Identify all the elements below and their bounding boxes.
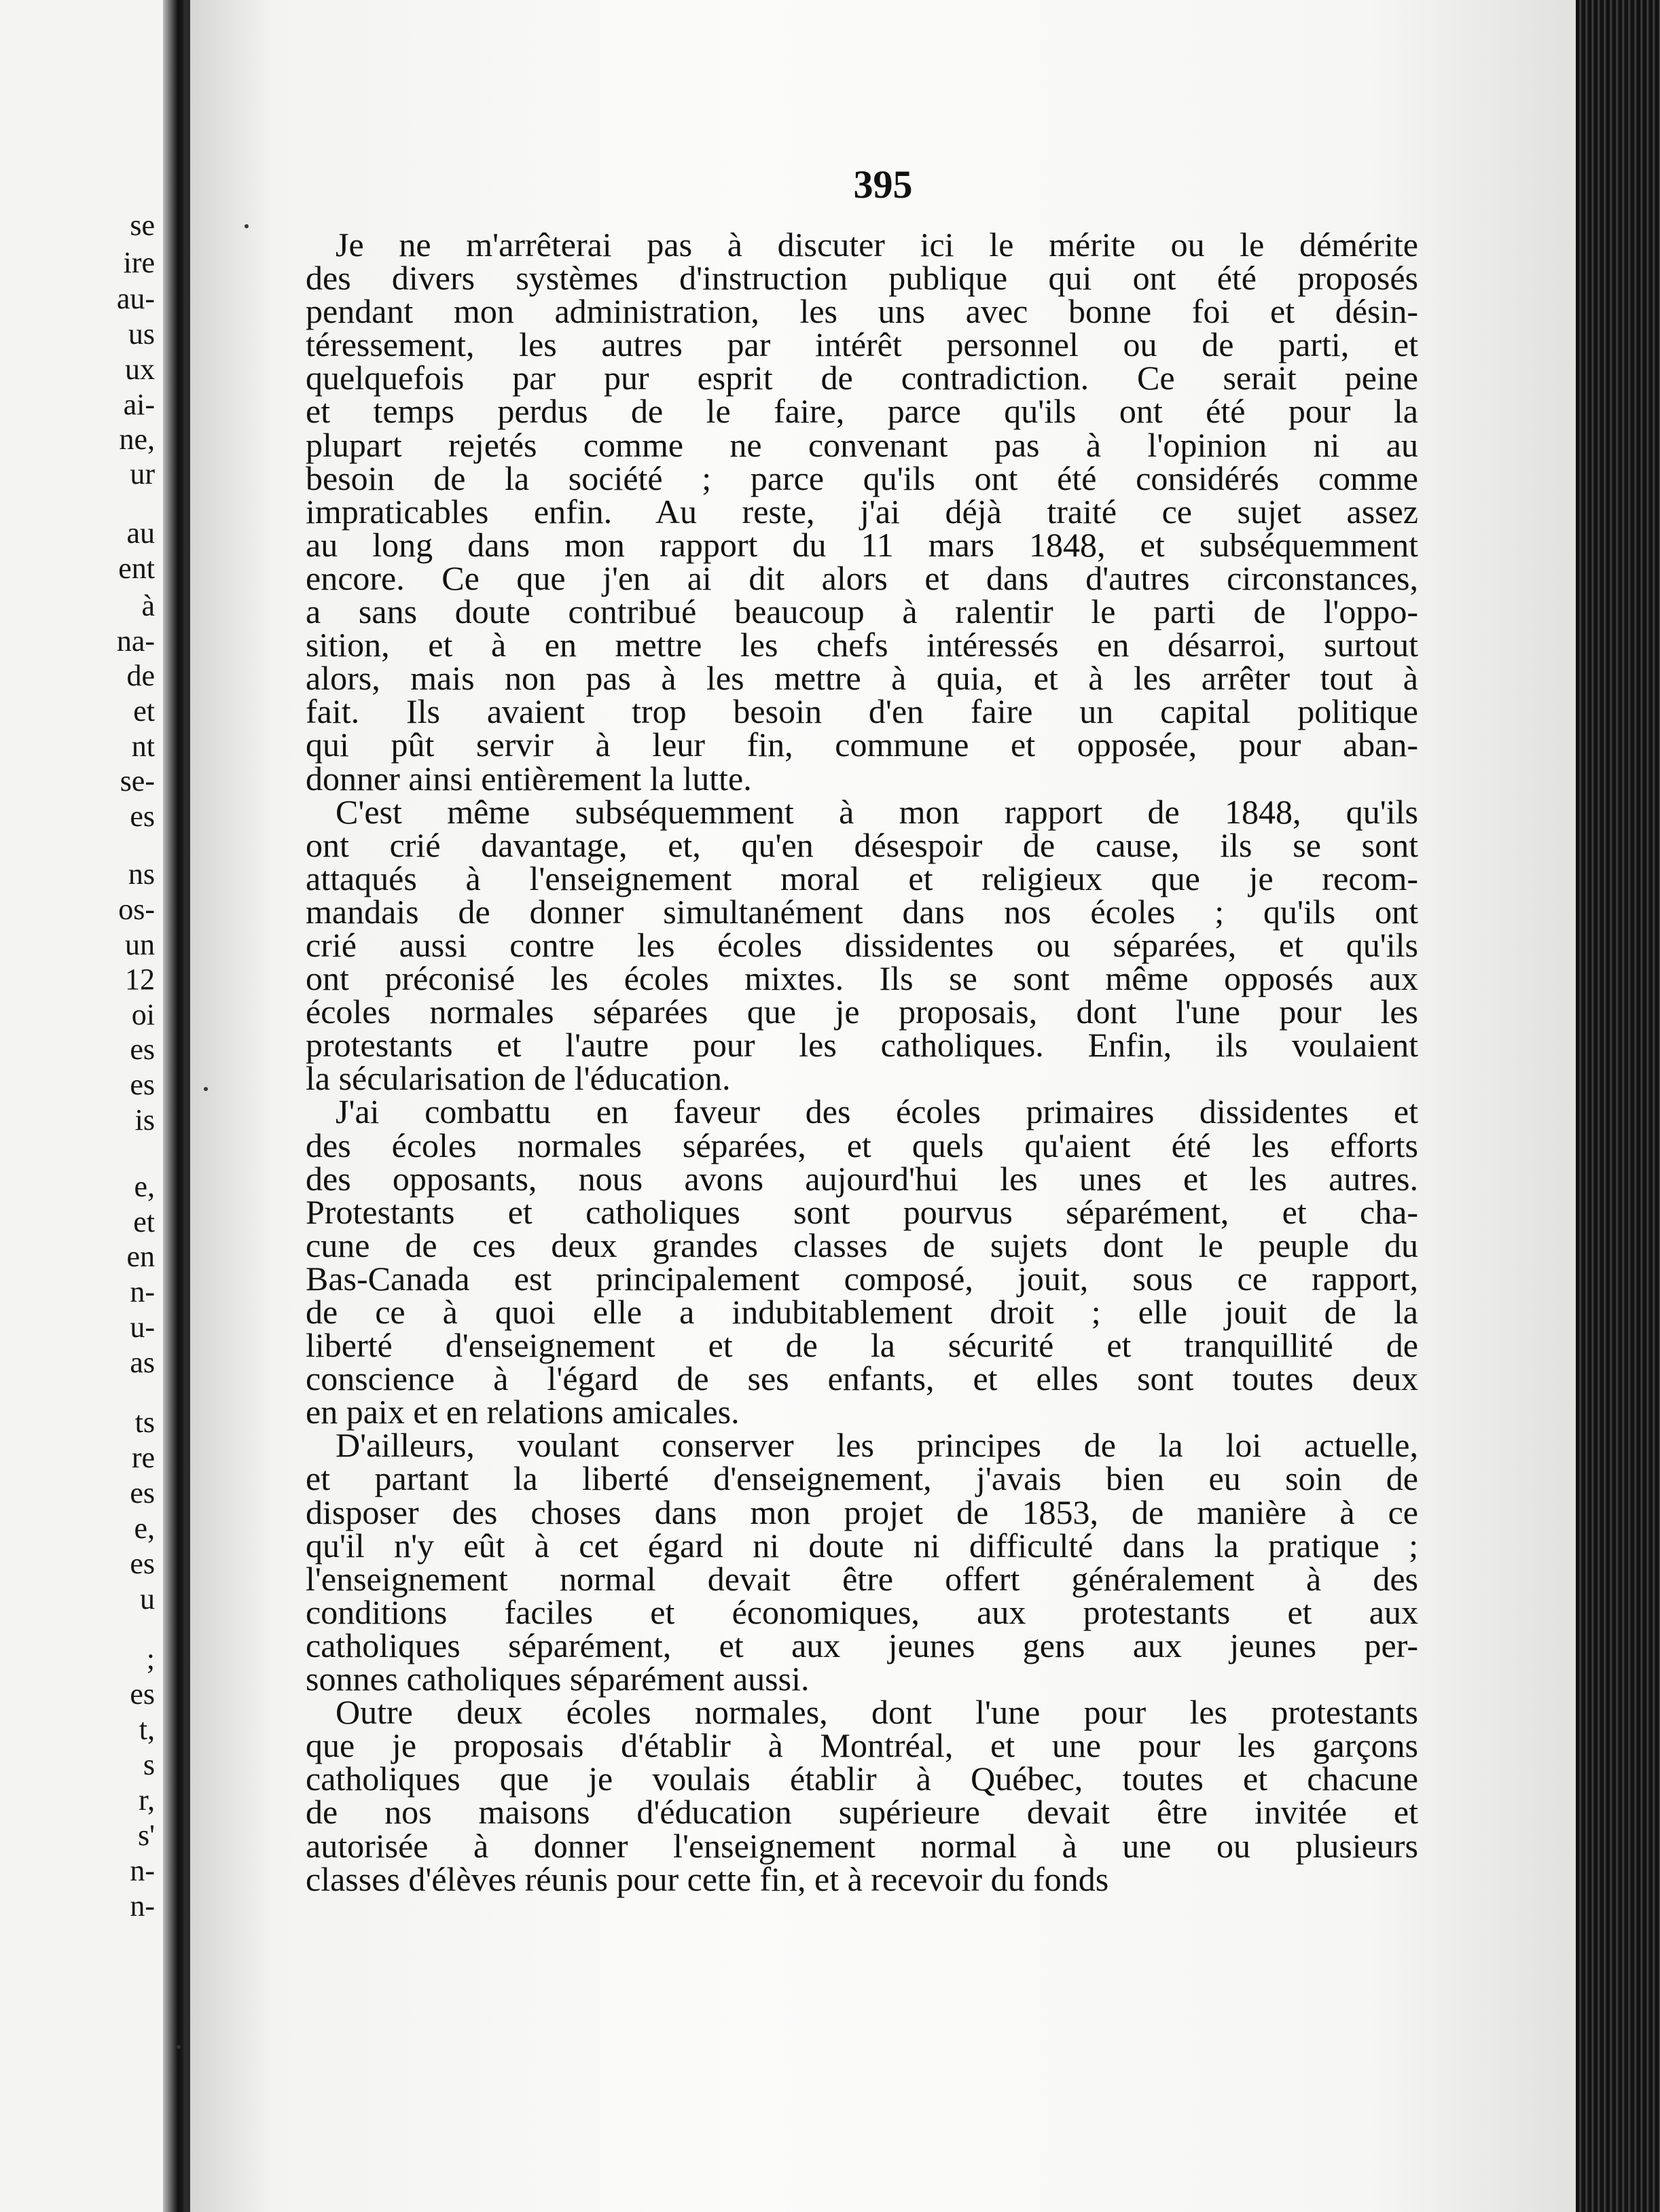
text-line: conscience à l'égard de ses enfants, et elles sont toutes deux [306,1359,1418,1398]
text-line: qui pût servir à leur fin, commune et opposée, pour aban- [306,726,1418,764]
text-line: classes d'élèves réunis pour cette fin, et à recevoir du fonds [306,1859,1109,1898]
previous-page-fragment: ne, [119,423,155,456]
previous-page-fragment: es [130,1677,155,1711]
text-line: encore. Ce que j'en ai dit alors et dans d'autres circonstances, [306,558,1418,597]
previous-page-fragment: de [126,659,155,692]
previous-page-fragment: re [131,1441,155,1474]
text-line: disposer des choses dans mon projet de 1853, de manière à ce [306,1493,1418,1531]
text-line: conditions faciles et économiques, aux protestants et aux [306,1592,1418,1631]
text-line: l'enseignement normal devait être offert généralement à des [306,1559,1418,1598]
previous-page-fragment: nt [131,730,155,763]
previous-page-fragment: 12 [125,963,155,996]
book-page-edges [1576,0,1660,2212]
text-line: alors, mais non pas à les mettre à quia, et à les arrêter tout à [306,659,1418,698]
text-line: des opposants, nous avons aujourd'hui les unes et les autres. [306,1159,1418,1198]
paper-speck [245,224,249,228]
page-body-text [306,228,1418,1896]
previous-page-fragment: s [143,1748,155,1781]
previous-page-fragment: ns [128,857,155,891]
previous-page-fragment: is [134,1103,155,1137]
text-line: pendant mon administration, les uns avec bonne foi et désin- [306,292,1418,331]
previous-page-fragment: es [130,1033,155,1066]
text-line: que je proposais d'établir à Montréal, et une pour les garçons [306,1726,1418,1765]
text-line: catholiques que je voulais établir à Québec, toutes et chacune [306,1760,1418,1798]
previous-page-fragment: u [140,1582,155,1616]
text-line: fait. Ils avaient trop besoin d'en faire un capital politique [306,692,1418,731]
paper-speck [204,1087,208,1091]
previous-page-fragment: es [130,1068,155,1101]
previous-page-fragment: es [130,1547,155,1580]
text-line: mandais de donner simultanément dans nos écoles ; qu'ils ont [306,892,1418,931]
text-line: catholiques séparément, et aux jeunes gens aux jeunes per- [306,1626,1418,1664]
text-line: crié aussi contre les écoles dissidentes ou séparées, et qu'ils [306,925,1418,964]
text-line: protestants et l'autre pour les catholiques. Enfin, ils voulaient [306,1026,1418,1065]
text-line: liberté d'enseignement et de la sécurité et tranquillité de [306,1326,1418,1365]
text-line: la sécularisation de l'éducation. [306,1059,731,1098]
previous-page-fragment: s' [137,1819,155,1852]
previous-page-fragment: au [126,516,155,550]
previous-page-fragment: ur [130,457,155,490]
text-line: Je ne m'arrêterai pas à discuter ici le mérite ou le démérite [336,226,1418,264]
previous-page-fragment: ; [146,1642,155,1675]
previous-page-fragment: os- [118,893,155,926]
previous-page-fragment: es [130,800,155,833]
text-line: D'ailleurs, voulant conserver les principes de la loi actuelle, [336,1426,1418,1465]
text-line: besoin de la société ; parce qu'ils ont été considérés comme [306,459,1418,497]
previous-page-fragment: à [141,589,155,622]
previous-page-fragment: t, [139,1713,155,1746]
previous-page-fragment: as [130,1346,155,1379]
text-line: plupart rejetés comme ne convenant pas à l'opinion ni au [306,425,1418,464]
previous-page-fragment: se [130,209,155,242]
text-line: C'est même subséquemment à mon rapport de 1848, qu'ils [336,792,1418,831]
paragraph [306,1693,1418,1898]
previous-page-fragment: n- [130,1854,155,1887]
previous-page-fragment: u- [130,1310,155,1344]
text-line: quelquefois par pur esprit de contradiction. Ce serait peine [306,359,1418,397]
text-line: écoles normales séparées que je proposais, dont l'une pour les [306,993,1418,1031]
text-line: J'ai combattu en faveur des écoles primaires dissidentes et [336,1092,1418,1131]
text-line: des écoles normales séparées, et quels qu'aient été les efforts [306,1126,1418,1164]
previous-page-fragment: et [133,1205,155,1238]
previous-page-fragment: et [133,694,155,728]
text-line: ont préconisé les écoles mixtes. Ils se sont même opposés aux [306,959,1418,998]
paragraph [306,1426,1418,1698]
previous-page-fragment: ts [134,1406,155,1439]
paper-speck [177,2045,181,2049]
text-line: et partant la liberté d'enseignement, j'avais bien eu soin de [306,1459,1418,1498]
book-page [190,0,1576,2212]
previous-page-fragment: n- [130,1889,155,1923]
previous-page-fragment: n- [130,1275,155,1308]
previous-page-fragment: na- [116,624,155,658]
previous-page-fragment: oi [131,998,155,1031]
text-line: impraticables enfin. Au reste, j'ai déjà traité ce sujet assez [306,492,1418,531]
text-line: cune de ces deux grandes classes de sujets dont le peuple du [306,1226,1418,1264]
text-line: attaqués à l'enseignement moral et religieux que je recom- [306,859,1418,897]
previous-page-fragment: ire [123,246,155,279]
text-line: Protestants et catholiques sont pourvus séparément, et cha- [306,1192,1418,1231]
previous-page-fragment: en [126,1240,155,1273]
previous-page-fragment: e, [134,1170,155,1203]
text-line: au long dans mon rapport du 11 mars 1848, et subséquemment [306,525,1418,564]
previous-page-fragment: ux [125,353,155,386]
text-line: Bas-Canada est principalement composé, jouit, sous ce rapport, [306,1259,1418,1298]
text-line: téressement, les autres par intérêt personnel ou de parti, et [306,325,1418,364]
text-line: autorisée à donner l'enseignement normal à une ou plusieurs [306,1826,1418,1865]
paragraph [306,228,1418,796]
paragraph [306,1092,1418,1431]
previous-page-fragment: ent [118,552,155,585]
text-line: sition, et à en mettre les chefs intéressés en désarroi, surtout [306,626,1418,664]
previous-page-fragment: ai- [123,388,155,421]
text-line: et temps perdus de le faire, parce qu'ils ont été pour la [306,392,1418,431]
text-line: de nos maisons d'éducation supérieure devait être invitée et [306,1793,1418,1832]
previous-page-fragment: au- [116,282,155,315]
previous-page-fragment: un [125,928,155,961]
text-line: Outre deux écoles normales, dont l'une pour les protestants [336,1693,1418,1732]
previous-page-fragment: es [130,1476,155,1510]
text-line: ont crié davantage, et, qu'en désespoir de cause, ils se sont [306,825,1418,864]
text-line: sonnes catholiques séparément aussi. [306,1660,810,1698]
text-line: a sans doute contribué beaucoup à ralentir le parti de l'oppo- [306,592,1418,631]
previous-page-fragment: r, [139,1783,155,1817]
previous-page-fragment: e, [134,1512,155,1545]
page-number: 395 [853,162,913,207]
previous-page-edge [0,0,183,2212]
text-line: des divers systèmes d'instruction publique qui ont été proposés [306,259,1418,298]
paragraph [306,792,1418,1098]
previous-page-fragment: se- [120,764,155,798]
text-line: en paix et en relations amicales. [306,1393,740,1431]
previous-page-fragment: us [128,317,155,351]
text-line: donner ainsi entièrement la lutte. [306,759,752,798]
text-line: qu'il n'y eût à cet égard ni doute ni difficulté dans la pratique ; [306,1526,1418,1565]
text-line: de ce à quoi elle a indubitablement droit ; elle jouit de la [306,1293,1418,1331]
book-gutter [163,0,183,2212]
